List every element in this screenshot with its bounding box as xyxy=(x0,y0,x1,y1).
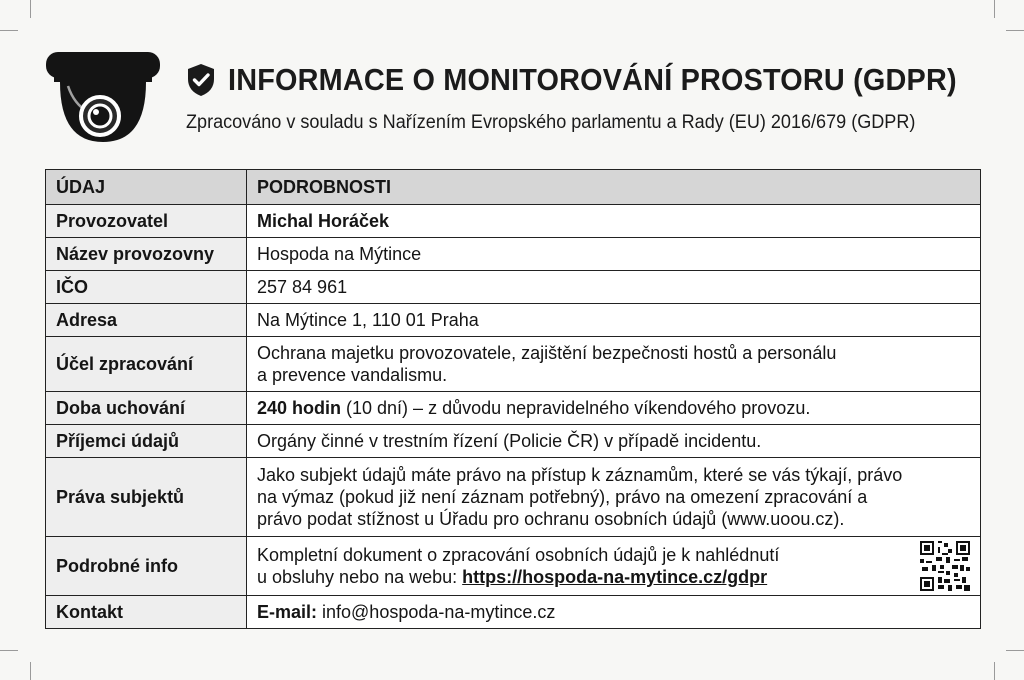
rights-value xyxy=(247,458,981,537)
purpose-line: a prevence vandalismu. xyxy=(257,365,448,385)
title-row xyxy=(186,62,1012,98)
page-subtitle: Zpracováno v souladu s Nařízením Evropského parlamentu a Rady (EU) 2016/679 (GDPR) xyxy=(186,112,916,133)
retention-hours: 240 hodin xyxy=(257,398,342,418)
recipients-value: Orgány činné v trestním řízení (Policie ČR) v případě incidentu. xyxy=(247,425,981,458)
crop-mark xyxy=(994,0,995,18)
crop-mark xyxy=(30,662,31,680)
table-row-info xyxy=(46,537,981,596)
ico-value: 257 84 961 xyxy=(247,271,981,304)
crop-mark xyxy=(994,662,995,680)
table-row-prijemci xyxy=(46,425,981,458)
crop-mark xyxy=(30,0,31,18)
crop-mark xyxy=(1006,30,1024,31)
table-row-provozovatel xyxy=(46,205,981,238)
rights-line: na výmaz (pokud již není záznam potřebný), právo na omezení zpracování a xyxy=(257,487,868,507)
crop-mark xyxy=(0,650,18,651)
row-label: IČO xyxy=(46,271,247,304)
operator-name: Michal Horáček xyxy=(247,205,981,238)
crop-mark xyxy=(1006,650,1024,651)
security-camera-icon xyxy=(44,44,162,148)
table-row-prava xyxy=(46,458,981,537)
contact-value xyxy=(247,596,981,629)
gdpr-document-link[interactable]: https://hospoda-na-mytince.cz/gdpr xyxy=(462,567,768,587)
qr-code-icon[interactable] xyxy=(920,541,970,591)
purpose-value xyxy=(247,337,981,392)
retention-detail: (10 dní) – z důvodu nepravidelného víkendového provozu. xyxy=(341,398,811,418)
row-label: Práva subjektů xyxy=(46,458,247,537)
rights-line: Jako subjekt údajů máte právo na přístup k záznamům, které se vás týkají, právo xyxy=(257,465,903,485)
purpose-line: Ochrana majetku provozovatele, zajištění bezpečnosti hostů a personálu xyxy=(257,343,837,363)
details-prefix: u obsluhy nebo na webu: xyxy=(257,567,463,587)
row-label: Příjemci údajů xyxy=(46,425,247,458)
establishment-name: Hospoda na Mýtince xyxy=(247,238,981,271)
details-line xyxy=(257,566,970,588)
table-row-adresa xyxy=(46,304,981,337)
table-row-nazev xyxy=(46,238,981,271)
page-title: INFORMACE O MONITOROVÁNÍ PROSTORU (GDPR) xyxy=(228,62,957,97)
notice-header xyxy=(44,40,984,150)
row-label: Účel zpracování xyxy=(46,337,247,392)
column-header-key: ÚDAJ xyxy=(46,170,247,205)
row-label: Kontakt xyxy=(46,596,247,629)
email-label: E-mail: xyxy=(257,602,318,622)
retention-value xyxy=(247,392,981,425)
shield-check-icon xyxy=(186,63,216,97)
address-value: Na Mýtince 1, 110 01 Praha xyxy=(247,304,981,337)
row-label: Doba uchování xyxy=(46,392,247,425)
table-row-doba xyxy=(46,392,981,425)
row-label: Adresa xyxy=(46,304,247,337)
table-row-ucel xyxy=(46,337,981,392)
row-label: Podrobné info xyxy=(46,537,247,596)
table-row-kontakt xyxy=(46,596,981,629)
details-line: Kompletní dokument o zpracování osobních údajů je k nahlédnutí xyxy=(257,545,780,565)
row-label: Provozovatel xyxy=(46,205,247,238)
row-label: Název provozovny xyxy=(46,238,247,271)
email-address[interactable]: info@hospoda-na-mytince.cz xyxy=(317,602,556,622)
rights-line: právo podat stížnost u Úřadu pro ochranu osobních údajů (www.uoou.cz). xyxy=(257,509,845,529)
table-header-row xyxy=(46,170,981,205)
gdpr-info-table xyxy=(45,169,981,629)
table-row-ico xyxy=(46,271,981,304)
crop-mark xyxy=(0,30,18,31)
details-value xyxy=(247,537,981,596)
column-header-value: PODROBNOSTI xyxy=(247,170,981,205)
